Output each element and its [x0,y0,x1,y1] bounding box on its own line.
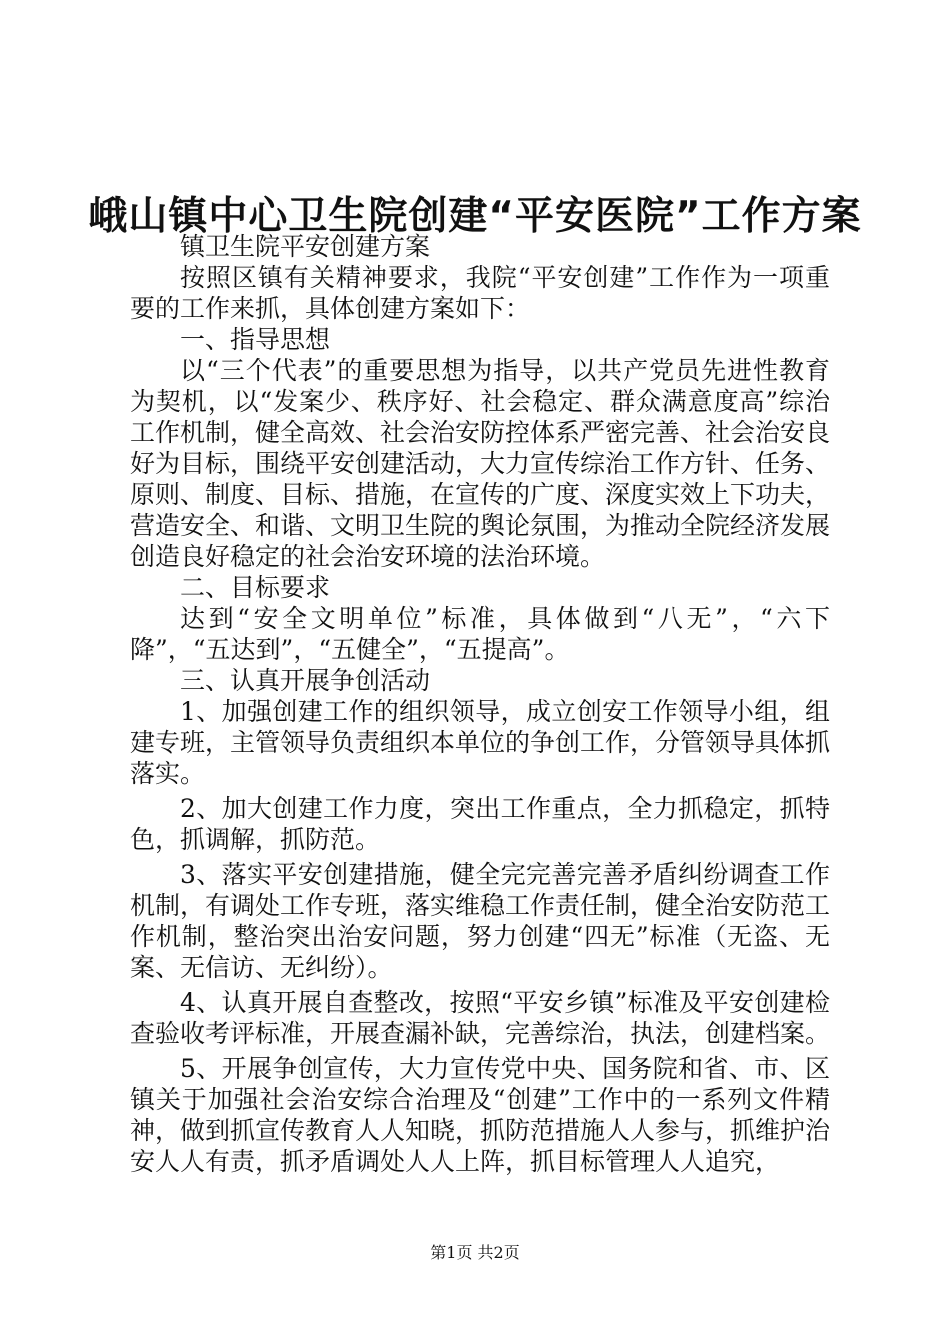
paragraph-guiding-ideology: 以“三个代表”的重要思想为指导，以共产党员先进性教育为契机，以“发案少、秩序好、社会稳定、群众满意度高”综治工作机制，健全高效、社会治安防控体系严密完善、社会治安良好为目标，围绕平安创建活动，大力宣传综治工作方针、任务、原则、制度、目标、措施，在宣传的广度、深度实效上下功夫，营造安全、和谐、文明卫生院的舆论氛围，为推动全院经济发展创造良好稳定的社会治安环境的法治环境。 [130,356,831,571]
document-body [130,231,830,1177]
page-footer: 第1页 共2页 [430,1243,520,1262]
paragraph-item-4: 4、认真开展自查整改，按照“平安乡镇”标准及平安创建检查验收考评标准，开展查漏补缺，完善综治，执法，创建档案。 [130,988,831,1048]
document-title: 峨山镇中心卫生院创建“平安医院”工作方案 [88,194,862,239]
paragraph-item-1: 1、加强创建工作的组织领导，成立创安工作领导小组，组建专班，主管领导负责组织本单位的争创工作，分管领导具体抓落实。 [130,697,831,788]
paragraph-item-3: 3、落实平安创建措施，健全完完善完善矛盾纠纷调查工作机制，有调处工作专班，落实维稳工作责任制，健全治安防范工作机制，整治突出治安问题，努力创建“四无”标准（无盗、无案、无信访、无纠纷）。 [130,860,831,982]
paragraph-item-2: 2、加大创建工作力度，突出工作重点，全力抓稳定，抓特色，抓调解，抓防范。 [130,794,830,854]
paragraph-target-requirements: 达到“安全文明单位”标准，具体做到“八无”，“六下降”，“五达到”，“五健全”，“五提高”。 [130,604,830,664]
paragraph-item-5: 5、开展争创宣传，大力宣传党中央、国务院和省、市、区镇关于加强社会治安综合治理及“创建”工作中的一系列文件精神，做到抓宣传教育人人知晓，抓防范措施人人参与，抓维护治安人人有责，抓矛盾调处人人上阵，抓目标管理人人追究， [130,1054,831,1176]
heading-target-requirements: 二、目标要求 [180,573,331,602]
paragraph-intro: 按照区镇有关精神要求，我院“平安创建”工作作为一项重要的工作来抓，具体创建方案如下： [130,263,830,323]
heading-guiding-ideology: 一、指导思想 [180,325,331,354]
heading-activities: 三、认真开展争创活动 [180,666,431,695]
paragraph-subtitle: 镇卫生院平安创建方案 [180,232,431,261]
